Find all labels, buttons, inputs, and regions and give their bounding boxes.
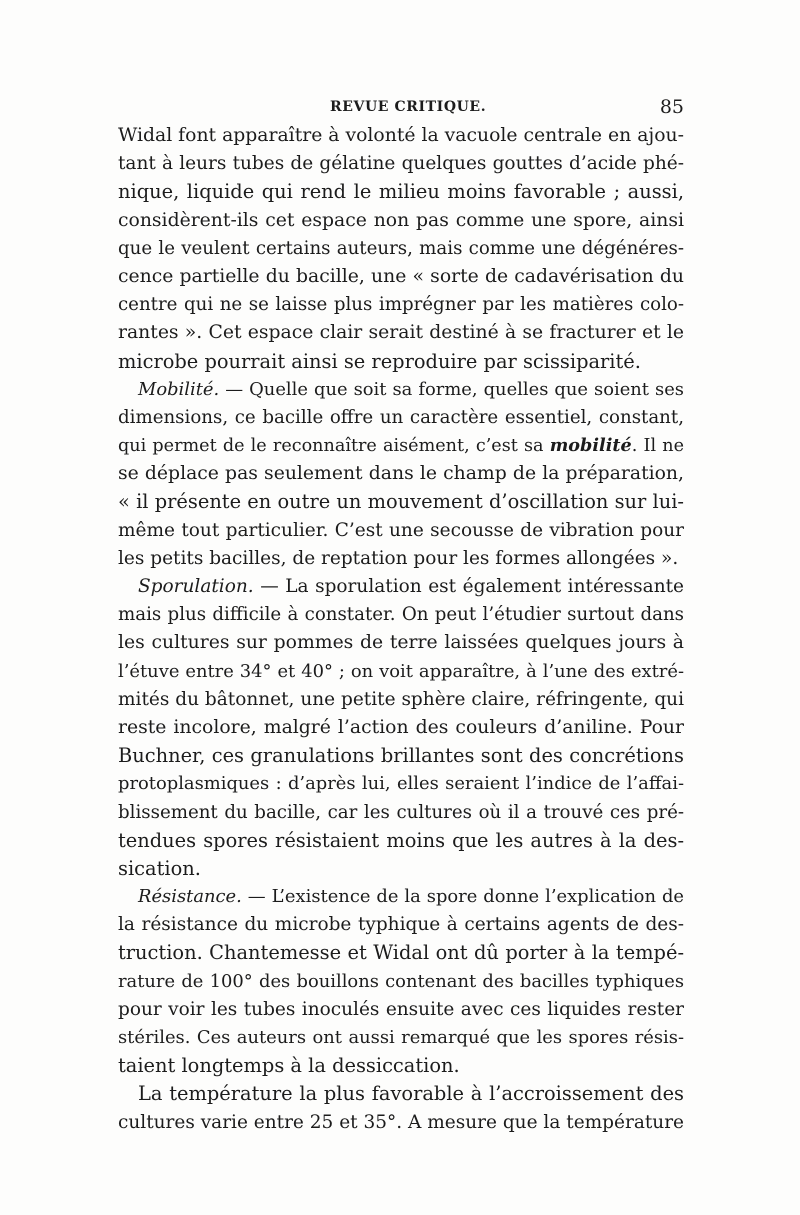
text-line: tendues spores résistaient moins que les autres à la des- — [118, 828, 684, 852]
emphasis: mobilité — [549, 435, 632, 457]
text-line: Widal font apparaître à volonté la vacuole centrale en ajou- — [118, 125, 684, 146]
text-line: blissement du bacille, car les cultures où il a trouvé ces pré- — [118, 801, 684, 823]
text-line: tant à leurs tubes de gélatine quelques gouttes d’acide phé- — [118, 153, 684, 175]
text-line: pour voir les tubes inoculés ensuite avec ces liquides rester — [118, 998, 684, 1020]
section-heading: Résistance. — [138, 886, 242, 908]
paragraph — [118, 1080, 684, 1136]
text-run: — L’existence de la spore donne l’explication de — [241, 886, 684, 908]
text-line: protoplasmiques : d’après lui, elles seraient l’indice de l’affai- — [118, 773, 684, 795]
text-line: cultures varie entre 25 et 35°. A mesure que la température — [118, 1111, 684, 1133]
text-line: mais plus difficile à constater. On peut l’étudier surtout dans — [118, 604, 684, 626]
text-line: stériles. Ces auteurs ont aussi remarqué que les spores résis- — [118, 1027, 684, 1048]
text-line: mités du bâtonnet, une petite sphère claire, réfringente, qui — [118, 688, 684, 710]
text-line: rantes ». Cet espace clair serait destiné à se fracturer et le — [118, 322, 684, 344]
text-line: microbe pourrait ainsi se reproduire par scissiparité. — [118, 349, 641, 373]
page-header — [118, 96, 684, 123]
page-number: 85 — [659, 96, 684, 118]
paragraph — [118, 122, 684, 376]
text-line: Buchner, ces granulations brillantes sont des concrétions — [118, 744, 684, 768]
text-line: l’étuve entre 34° et 40° ; on voit apparaître, à l’une des extré- — [118, 660, 684, 682]
text-line: considèrent-ils cet espace non pas comme une spore, ainsi — [118, 209, 684, 231]
text-line — [118, 376, 684, 404]
paragraph-sporulation — [118, 573, 684, 883]
text-line: dimensions, ce bacille offre un caractère essentiel, constant, — [118, 406, 684, 428]
text-line: centre qui ne se laisse plus imprégner par les matières colo- — [118, 294, 684, 316]
running-head: REVUE CRITIQUE. — [330, 99, 487, 115]
text-run: — La sporulation est également intéressante — [253, 576, 684, 597]
text-line: se déplace pas seulement dans le champ de la préparation, — [118, 463, 684, 485]
text-line: cence partielle du bacille, une « sorte de cadavérisation du — [118, 265, 684, 287]
text-line: la résistance du microbe typhique à certains agents de des- — [118, 914, 684, 936]
text-line: sication. — [118, 856, 201, 880]
text-line: nique, liquide qui rend le milieu moins favorable ; aussi, — [118, 180, 684, 204]
text-line: La température la plus favorable à l’accroissement des — [138, 1082, 684, 1106]
text-line — [118, 573, 684, 601]
paragraph-resistance — [118, 883, 684, 1080]
text-line: même tout particulier. C’est une secousse de vibration pour — [118, 519, 684, 541]
text-run: . Il ne — [631, 436, 684, 457]
text-line: les cultures sur pommes de terre laissées quelques jours à — [118, 632, 684, 654]
text-line — [118, 432, 684, 460]
text-line: taient longtemps à la dessiccation. — [118, 1054, 460, 1078]
text-line — [118, 883, 684, 911]
text-line: que le veulent certains auteurs, mais comme une dégénéres- — [118, 237, 684, 259]
text-line: reste incolore, malgré l’action des couleurs d’aniline. Pour — [118, 716, 684, 738]
section-heading: Sporulation. — [138, 576, 254, 597]
text-run: — Quelle que soit sa forme, quelles que soient ses — [219, 378, 684, 400]
text-line: les petits bacilles, de reptation pour les formes allongées ». — [118, 547, 679, 569]
text-line: rature de 100° des bouillons contenant des bacilles typhiques — [118, 970, 684, 992]
text-line: truction. Chantemesse et Widal ont dû porter à la tempé- — [118, 941, 684, 965]
text-line: « il présente en outre un mouvement d’oscillation sur lui- — [118, 490, 684, 514]
text-run: qui permet de le reconnaître aisément, c’est sa — [118, 436, 550, 457]
section-heading: Mobilité. — [138, 378, 220, 400]
body-text — [118, 122, 684, 1137]
paragraph-mobilite — [118, 376, 684, 573]
